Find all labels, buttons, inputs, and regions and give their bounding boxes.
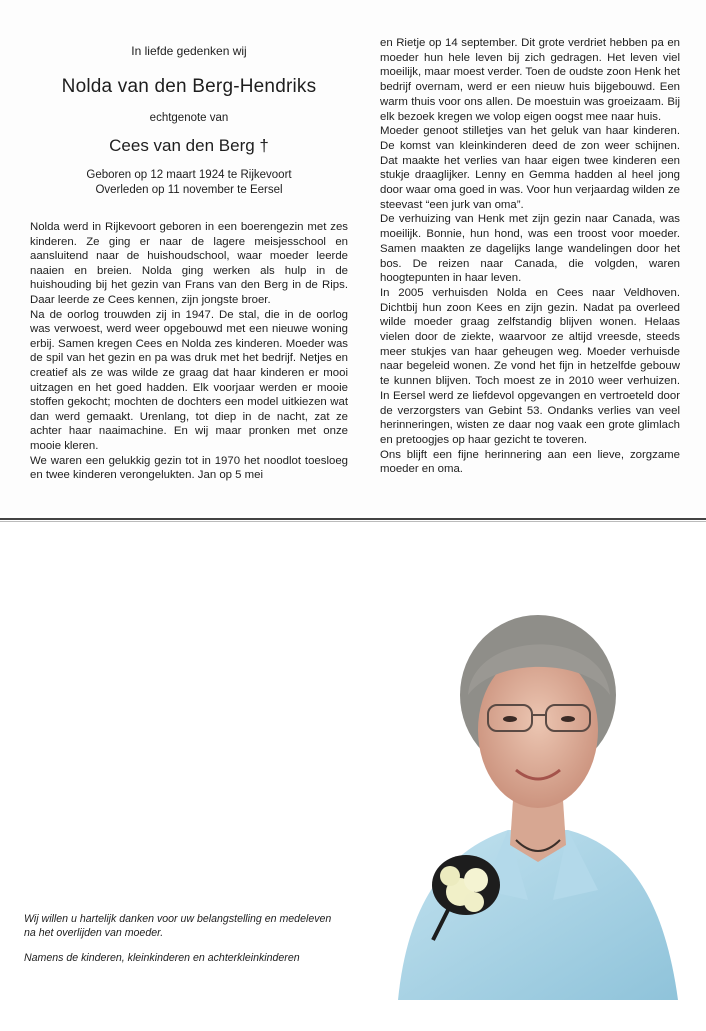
biography-left bbox=[30, 220, 348, 483]
birth-line: Geboren op 12 maart 1924 te Rijkevoort bbox=[86, 169, 292, 181]
paragraph: Na de oorlog trouwden zij in 1947. De stal, die in de oorlog was verwoest, werd weer opgebouwd met een nieuwe woning erbij. Samen kregen Cees en Nolda zes kinderen. Moeder was de spil van het gezin en pa was druk met het bedrijf. Netjes en creatief als ze was wilde ze graag dat haar kinderen er mooi uitzagen en het goed hadden. Elk voorjaar werden er mooie stoffen gekocht; mochten de dochters een model uitkiezen wat dan werd gemaakt. Urenlang, tot diep in de nacht, zat ze achter haar naaimachine. En wij maar pronken met onze mooie kleren. bbox=[30, 308, 348, 452]
biography-right bbox=[380, 36, 680, 477]
paragraph: Moeder genoot stilletjes van het geluk van haar kinderen. De komst van kleinkinderen deed de zon weer schijnen. Dat maakte het verlies van haar eigen twee kinderen een stukje draaglijker. Lenny en Gemma hadden al heel jong door waar oma goed in was. Voor hun verjaardag wilden ze steevast “een jurk van oma”. bbox=[380, 125, 680, 211]
death-line: Overleden op 11 november te Eersel bbox=[95, 184, 283, 196]
card-text-panel bbox=[0, 0, 706, 515]
life-dates bbox=[30, 168, 348, 198]
eye-right bbox=[561, 716, 575, 722]
paragraph: We waren een gelukkig gezin tot in 1970 het noodlot toesloeg en twee kinderen verongelukten. Jan op 5 mei bbox=[30, 454, 348, 482]
paragraph: In 2005 verhuisden Nolda en Cees naar Veldhoven. Dichtbij hun zoon Kees en zijn gezin. Nadat pa overleed wilde moeder graag zelfstandig blijven wonen. Helaas vielen door de ziekte, waarvoor ze altijd vreesde, steeds meer stukjes van haar geheugen weg. Moeder verhuisde naar begeleid wonen. Ze vond het fijn in hetzelfde gebouw te kunnen blijven. Toch moest ze in 2010 weer verhuizen. In Eersel werd ze liefdevol opgevangen en vertroeteld door de verzorgsters van Gebint 53. Ondanks verlies van veel herinneringen, wisten ze daar nog vaak een grote glimlach en pretoogjes op haar gezicht te toveren. bbox=[380, 286, 680, 446]
fold-line-shadow bbox=[0, 521, 706, 522]
spouse-name: Cees van den Berg † bbox=[109, 136, 269, 155]
relation-line: echtgenote van bbox=[149, 112, 229, 124]
deceased-name: Nolda van den Berg-Hendriks bbox=[61, 76, 317, 97]
intro-line: In liefde gedenken wij bbox=[131, 44, 247, 58]
eye-left bbox=[503, 716, 517, 722]
thanks-signature: Namens de kinderen, kleinkinderen en achterkleinkinderen bbox=[24, 952, 300, 964]
thank-you-note bbox=[24, 912, 344, 976]
right-column bbox=[380, 36, 680, 477]
paragraph: en Rietje op 14 september. Dit grote verdriet hebben pa en moeder hun hele leven bij zich gedragen. Het leven viel moeilijk, maar moest verder. Toen de oudste zoon Henk het bedrijf overnam, werd er een nieuw huis bijgebouwd. Een warm thuis voor ons allen. De moestuin was groeizaam. Bij elk bezoek kregen we volop eigen oogst mee naar huis. bbox=[380, 37, 680, 123]
paragraph: Nolda werd in Rijkevoort geboren in een boerengezin met zes kinderen. Ze ging er naar de lagere meisjesschool en aansluitend naar de huishoudschool, waar moeder leerde naaien en breien. Nolda ging werken als hulp in de huishouding bij het gezin van Frans van den Berg in de Rips. Daar leerde ze Cees kennen, zijn jongste broer. bbox=[30, 221, 348, 306]
paragraph: De verhuizing van Henk met zijn gezin naar Canada, was moeilijk. Bonnie, hun hond, was een troost voor moeder. Samen maakten ze dagelijks lange wandelingen door het bos. De reizen naar Canada, die volgden, waren hoogtepunten in haar leven. bbox=[380, 213, 680, 285]
paragraph: Ons blijft een fijne herinnering aan een lieve, zorgzame moeder en oma. bbox=[380, 448, 680, 476]
portrait-photo bbox=[388, 600, 688, 1000]
fold-line bbox=[0, 518, 706, 520]
left-column bbox=[30, 36, 348, 483]
thanks-message: Wij willen u hartelijk danken voor uw belangstelling en medeleven na het overlijden van moeder. bbox=[24, 913, 332, 939]
